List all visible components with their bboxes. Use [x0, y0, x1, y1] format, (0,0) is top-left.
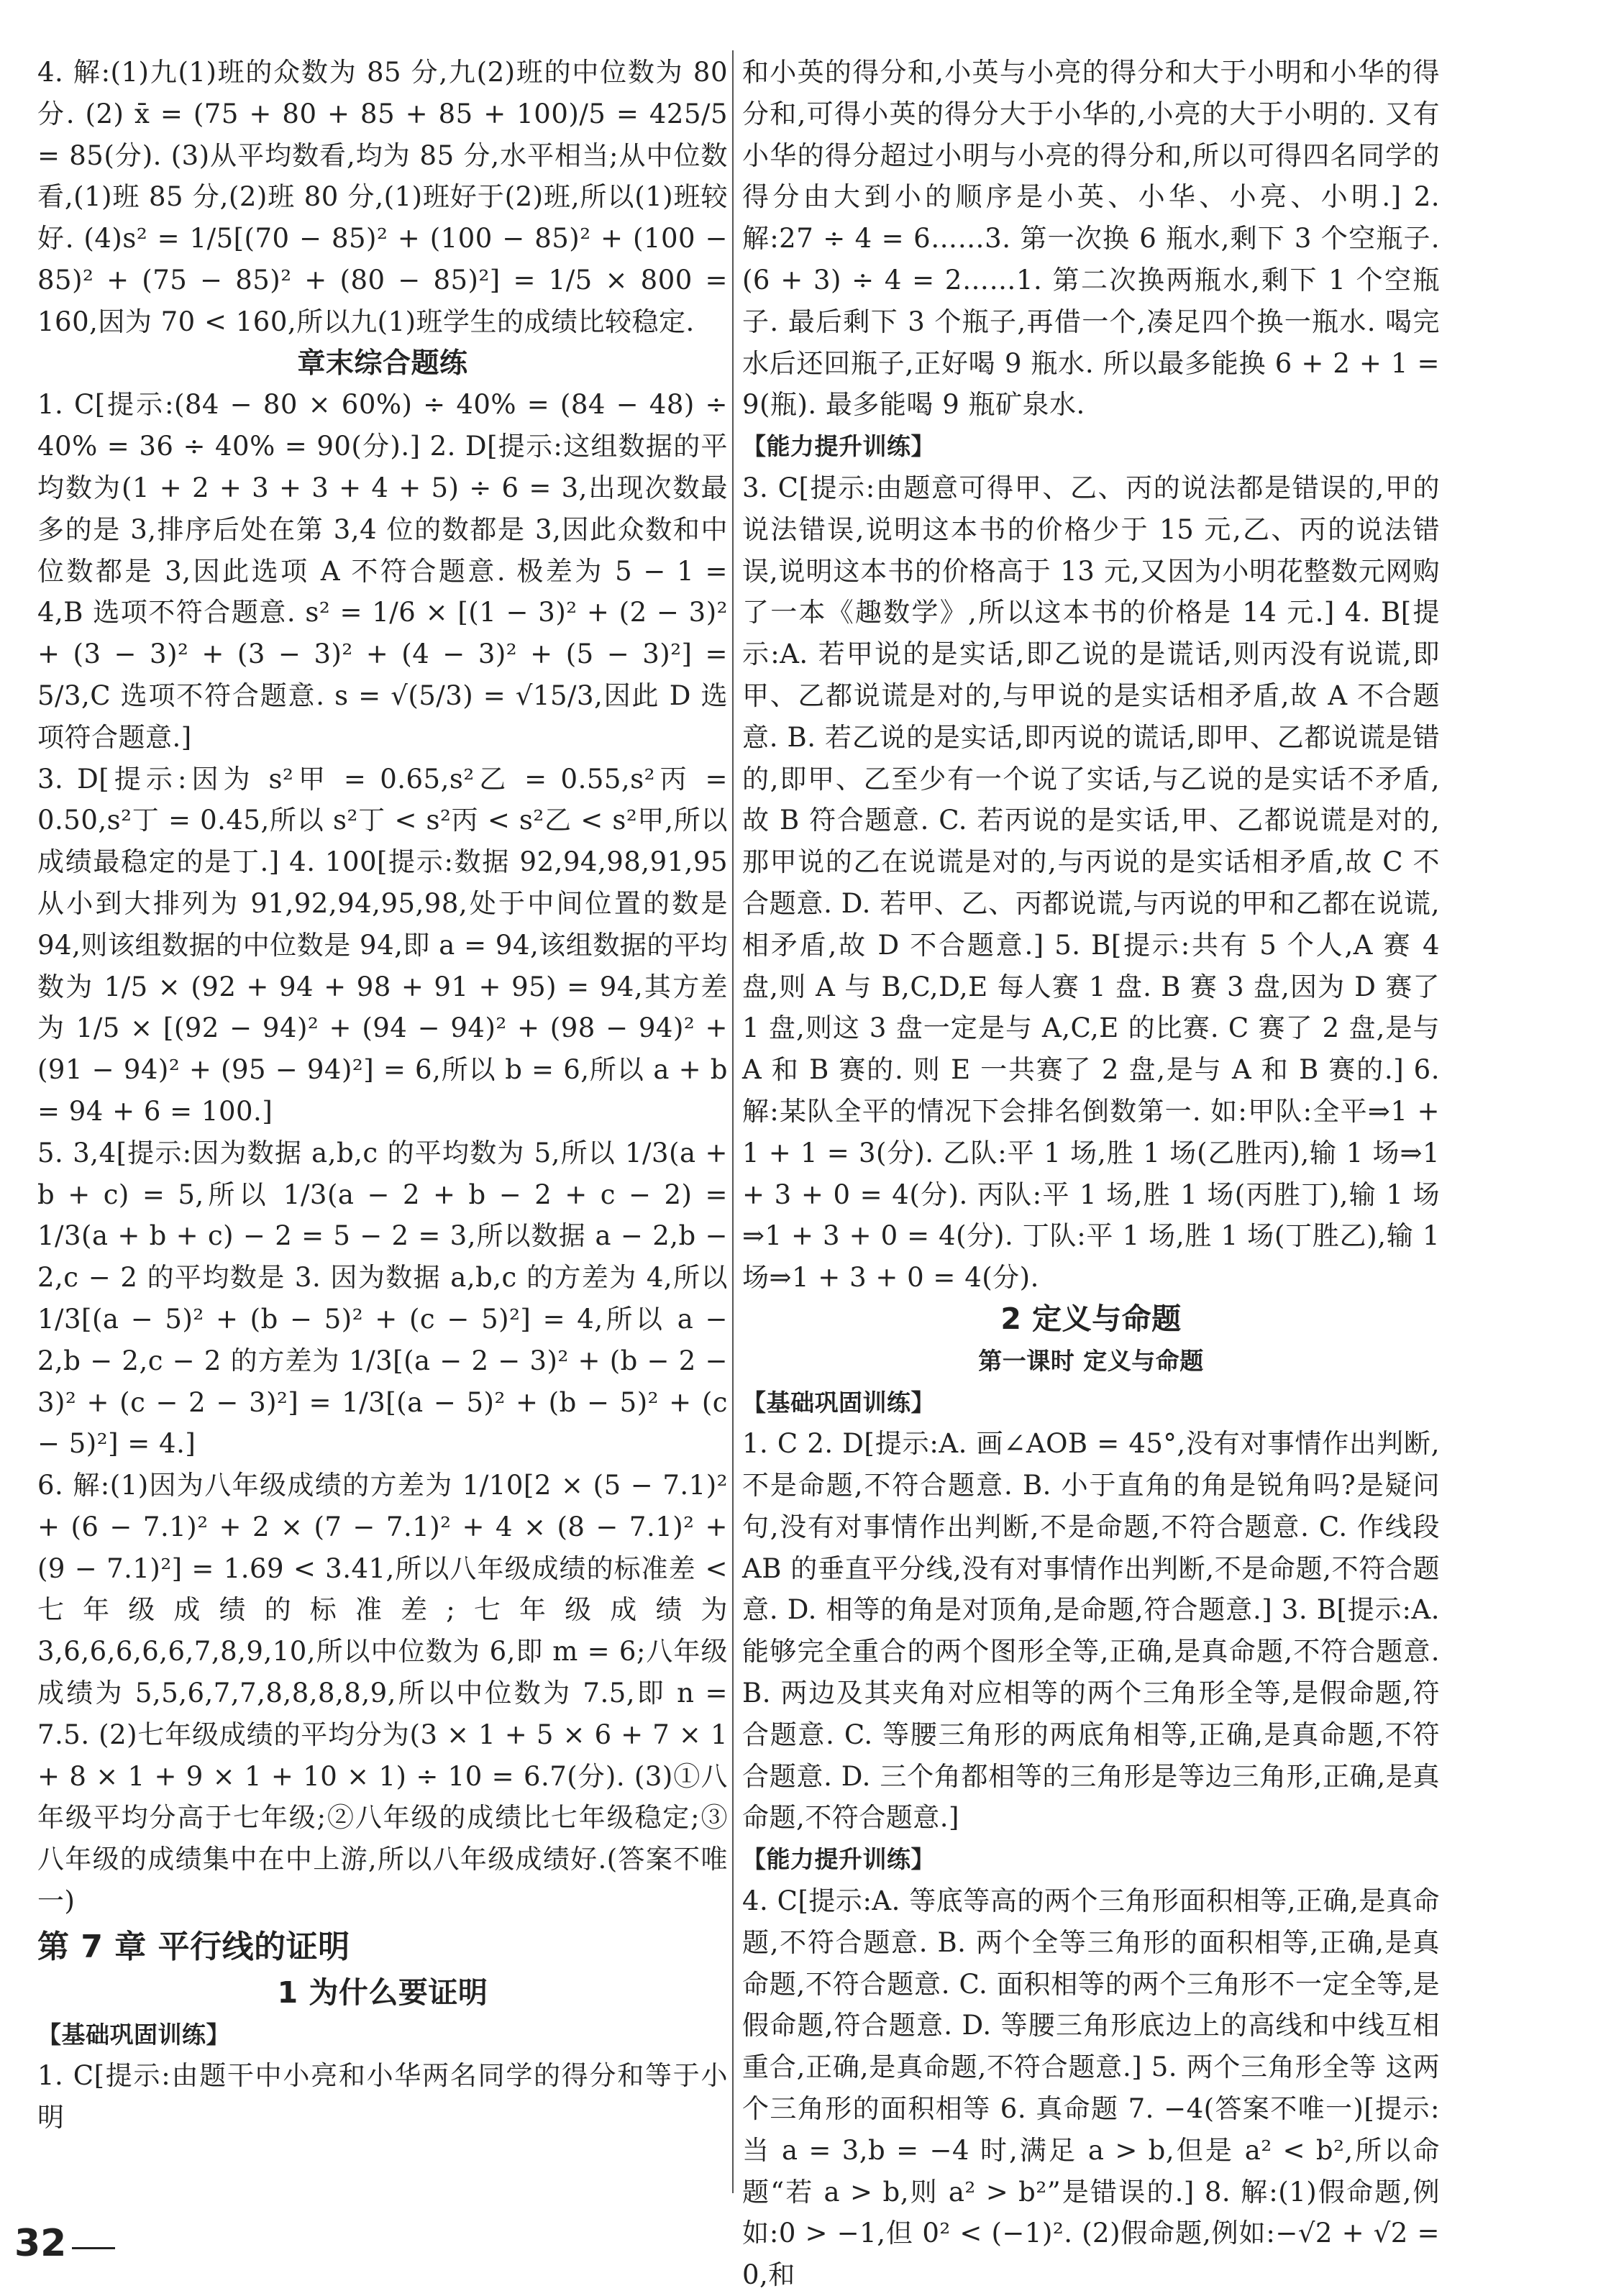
- left-column: [37, 52, 728, 2139]
- page-number: 32: [14, 2222, 67, 2265]
- basic-training-label: 【基础巩固训练】: [37, 2020, 230, 2049]
- section-title-2: 2 定义与命题: [1000, 1301, 1182, 1336]
- advanced-q4-q8: 4. C[提示:A. 等底等高的两个三角形面积相等,正确,是真命题,不符合题意. B. 两个全等三角形的面积相等,正确,是真命题,不符合题意. C. 面积相等的两个三角形不一定全等,是假命题,符合题意. D. 等腰三角形底边上的高线和中线互相重合,正确,是真命题,不符合题意.] 5. 两个三角形全等 这两个三角形的面积相等 6. 真命题 7. −4(答案不唯一)[提示:当 a = 3,b = −4 时,满足 a > b,但是 a² < b²,所以命题“若 a > b,则 a² > b²”是错误的.] 8. 解:(1)假命题,例如:0 > −1,但 0² < (−1)². (2)假命题,例如:−√2 + √2 = 0,和: [742, 1885, 1440, 2291]
- advanced-q3-q6: 3. C[提示:由题意可得甲、乙、丙的说法都是错误的,甲的说法错误,说明这本书的价格少于 15 元,乙、丙的说法错误,说明这本书的价格高于 13 元,又因为小明花整数元网购了一本《趣数学》,所以这本书的价格是 14 元.] 4. B[提示:A. 若甲说的是实话,即乙说的是谎话,则丙没有说谎,即甲、乙都说谎是对的,与甲说的是实话相矛盾,故 A 不合题意. B. 若乙说的是实话,即丙说的谎话,即甲、乙都说谎是错的,即甲、乙至少有一个说了实话,与乙说的是实话不矛盾,故 B 符合题意. C. 若丙说的是实话,甲、乙都说谎是对的,那甲说的乙在说谎是对的,与丙说的是实话相矛盾,故 C 不合题意. D. 若甲、乙、丙都说谎,与丙说的甲和乙都在说谎,相矛盾,故 D 不合题意.] 5. B[提示:共有 5 个人,A 赛 4 盘,则 A 与 B,C,D,E 每人赛 1 盘. B 赛 3 盘,因为 D 赛了 1 盘,则这 3 盘一定是与 A,C,E 的比赛. C 赛了 2 盘,是与 A 和 B 赛的. 则 E 一共赛了 2 盘,是与 A 和 B 赛的.] 6. 解:某队全平的情况下会排名倒数第一. 如:甲队:全平⇒1 + 1 + 1 = 3(分). 乙队:平 1 场,胜 1 场(乙胜丙),输 1 场⇒1 + 3 + 0 = 4(分). 丙队:平 1 场,胜 1 场(丙胜丁),输 1 场⇒1 + 3 + 0 = 4(分). 丁队:平 1 场,胜 1 场(丁胜乙),输 1 场⇒1 + 3 + 0 = 4(分).: [742, 472, 1440, 1294]
- basic-training-label-2: 【基础巩固训练】: [742, 1388, 935, 1417]
- q4-solution: 4. 解:(1)九(1)班的众数为 85 分,九(2)班的中位数为 80 分. (2) x̄ = (75 + 80 + 85 + 85 + 100)/5 = 425/5 = 85(分). (3)从平均数看,均为 85 分,水平相当;从中位数看,(1)班 85 分,(2)班 80 分,(1)班好于(2)班,所以(1)班较好. (4)s² = 1/5[(70 − 85)² + (100 − 85)² + (100 − 85)² + (75 − 85)² + (80 − 85)²] = 1/5 × 800 = 160,因为 70 < 160,所以九(1)班学生的成绩比较稳定.: [37, 57, 728, 337]
- column-divider: [732, 50, 734, 2193]
- review-q5: 5. 3,4[提示:因为数据 a,b,c 的平均数为 5,所以 1/3(a + b + c) = 5,所以 1/3(a − 2 + b − 2 + c − 2) = 1/3(a + b + c) − 2 = 5 − 2 = 3,所以数据 a − 2,b − 2,c − 2 的平均数是 3. 因为数据 a,b,c 的方差为 4,所以 1/3[(a − 5)² + (b − 5)² + (c − 5)²] = 4,所以 a − 2,b − 2,c − 2 的方差为 1/3[(a − 2 − 3)² + (b − 2 − 3)² + (c − 2 − 3)²] = 1/3[(a − 5)² + (b − 5)² + (c − 5)²] = 4.]: [37, 1137, 728, 1460]
- basic-q1-q3: 1. C 2. D[提示:A. 画∠AOB = 45°,没有对事情作出判断,不是命题,不符合题意. B. 小于直角的角是锐角吗?是疑问句,没有对事情作出判断,不是命题,不符合题意. C. 作线段 AB 的垂直平分线,没有对事情作出判断,不是命题,不符合题意. D. 相等的角是对顶角,是命题,符合题意.] 3. B[提示:A. 能够完全重合的两个图形全等,正确,是真命题,不符合题意. B. 两边及其夹角对应相等的两个三角形全等,是假命题,符合题意. C. 等腰三角形的两底角相等,正确,是真命题,不符合题意. D. 三个角都相等的三角形是等边三角形,正确,是真命题,不符合题意.]: [742, 1428, 1440, 1834]
- basic-q1-start: 1. C[提示:由题干中小亮和小华两名同学的得分和等于小明: [37, 2060, 728, 2133]
- section-title-1: 1 为什么要证明: [277, 1975, 488, 2010]
- review-q1-q2: 1. C[提示:(84 − 80 × 60%) ÷ 40% = (84 − 48) ÷ 40% = 36 ÷ 40% = 90(分).] 2. D[提示:这组数据的平均数为(1 + 2 + 3 + 3 + 4 + 5) ÷ 6 = 3,出现次数最多的是 3,排序后处在第 3,4 位的数都是 3,因此众数和中位数都是 3,因此选项 A 不符合题意. 极差为 5 − 1 = 4,B 选项不符合题意. s² = 1/6 × [(1 − 3)² + (2 − 3)² + (3 − 3)² + (3 − 3)² + (4 − 3)² + (5 − 3)²] = 5/3,C 选项不符合题意. s = √(5/3) = √15/3,因此 D 选项符合题意.]: [37, 389, 728, 753]
- chapter-title: 第 7 章 平行线的证明: [37, 1928, 350, 1965]
- review-q3-q4: 3. D[提示:因为 s²甲 = 0.65,s²乙 = 0.55,s²丙 = 0.50,s²丁 = 0.45,所以 s²丁 < s²丙 < s²乙 < s²甲,所以成绩最稳定的是丁.] 4. 100[提示:数据 92,94,98,91,95 从小到大排列为 91,92,94,95,98,处于中间位置的数是 94,则该组数据的中位数是 94,即 a = 94,该组数据的平均数为 1/5 × (92 + 94 + 98 + 91 + 95) = 94,其方差为 1/5 × [(92 − 94)² + (94 − 94)² + (98 − 94)² + (91 − 94)² + (95 − 94)²] = 6,所以 b = 6,所以 a + b = 94 + 6 = 100.]: [37, 763, 728, 1127]
- advanced-training-label: 【能力提升训练】: [742, 432, 935, 461]
- review-title: 章末综合题练: [297, 347, 468, 380]
- right-column: [742, 52, 1440, 2296]
- lesson-title: 第一课时 定义与命题: [978, 1346, 1204, 1375]
- review-q6: 6. 解:(1)因为八年级成绩的方差为 1/10[2 × (5 − 7.1)² + (6 − 7.1)² + 2 × (7 − 7.1)² + 4 × (8 − 7.1)² + (9 − 7.1)²] = 1.69 < 3.41,所以八年级成绩的标准差 < 七年级成绩的标准差;七年级成绩为 3,6,6,6,6,6,7,8,9,10,所以中位数为 6,即 m = 6;八年级成绩为 5,5,6,7,7,8,8,8,8,9,所以中位数为 7.5,即 n = 7.5. (2)七年级成绩的平均分为(3 × 1 + 5 × 6 + 7 × 1 + 8 × 1 + 9 × 1 + 10 × 1) ÷ 10 = 6.7(分). (3)①八年级平均分高于七年级;②八年级的成绩比七年级稳定;③八年级的成绩集中在中上游,所以八年级成绩好.(答案不唯一): [37, 1470, 728, 1917]
- basic-q1-continued: 和小英的得分和,小英与小亮的得分和大于小明和小华的得分和,可得小英的得分大于小华的,小亮的大于小明的. 又有小华的得分超过小明与小亮的得分和,所以可得四名同学的得分由大到小的顺序是小英、小华、小亮、小明.] 2. 解:27 ÷ 4 = 6……3. 第一次换 6 瓶水,剩下 3 个空瓶子.(6 + 3) ÷ 4 = 2……1. 第二次换两瓶水,剩下 1 个空瓶子. 最后剩下 3 个瓶子,再借一个,凑足四个换一瓶水. 喝完水后还回瓶子,正好喝 9 瓶水. 所以最多能换 6 + 2 + 1 = 9(瓶). 最多能喝 9 瓶矿泉水.: [742, 57, 1440, 421]
- page-number-rule: [72, 2247, 115, 2249]
- advanced-training-label-2: 【能力提升训练】: [742, 1845, 935, 1874]
